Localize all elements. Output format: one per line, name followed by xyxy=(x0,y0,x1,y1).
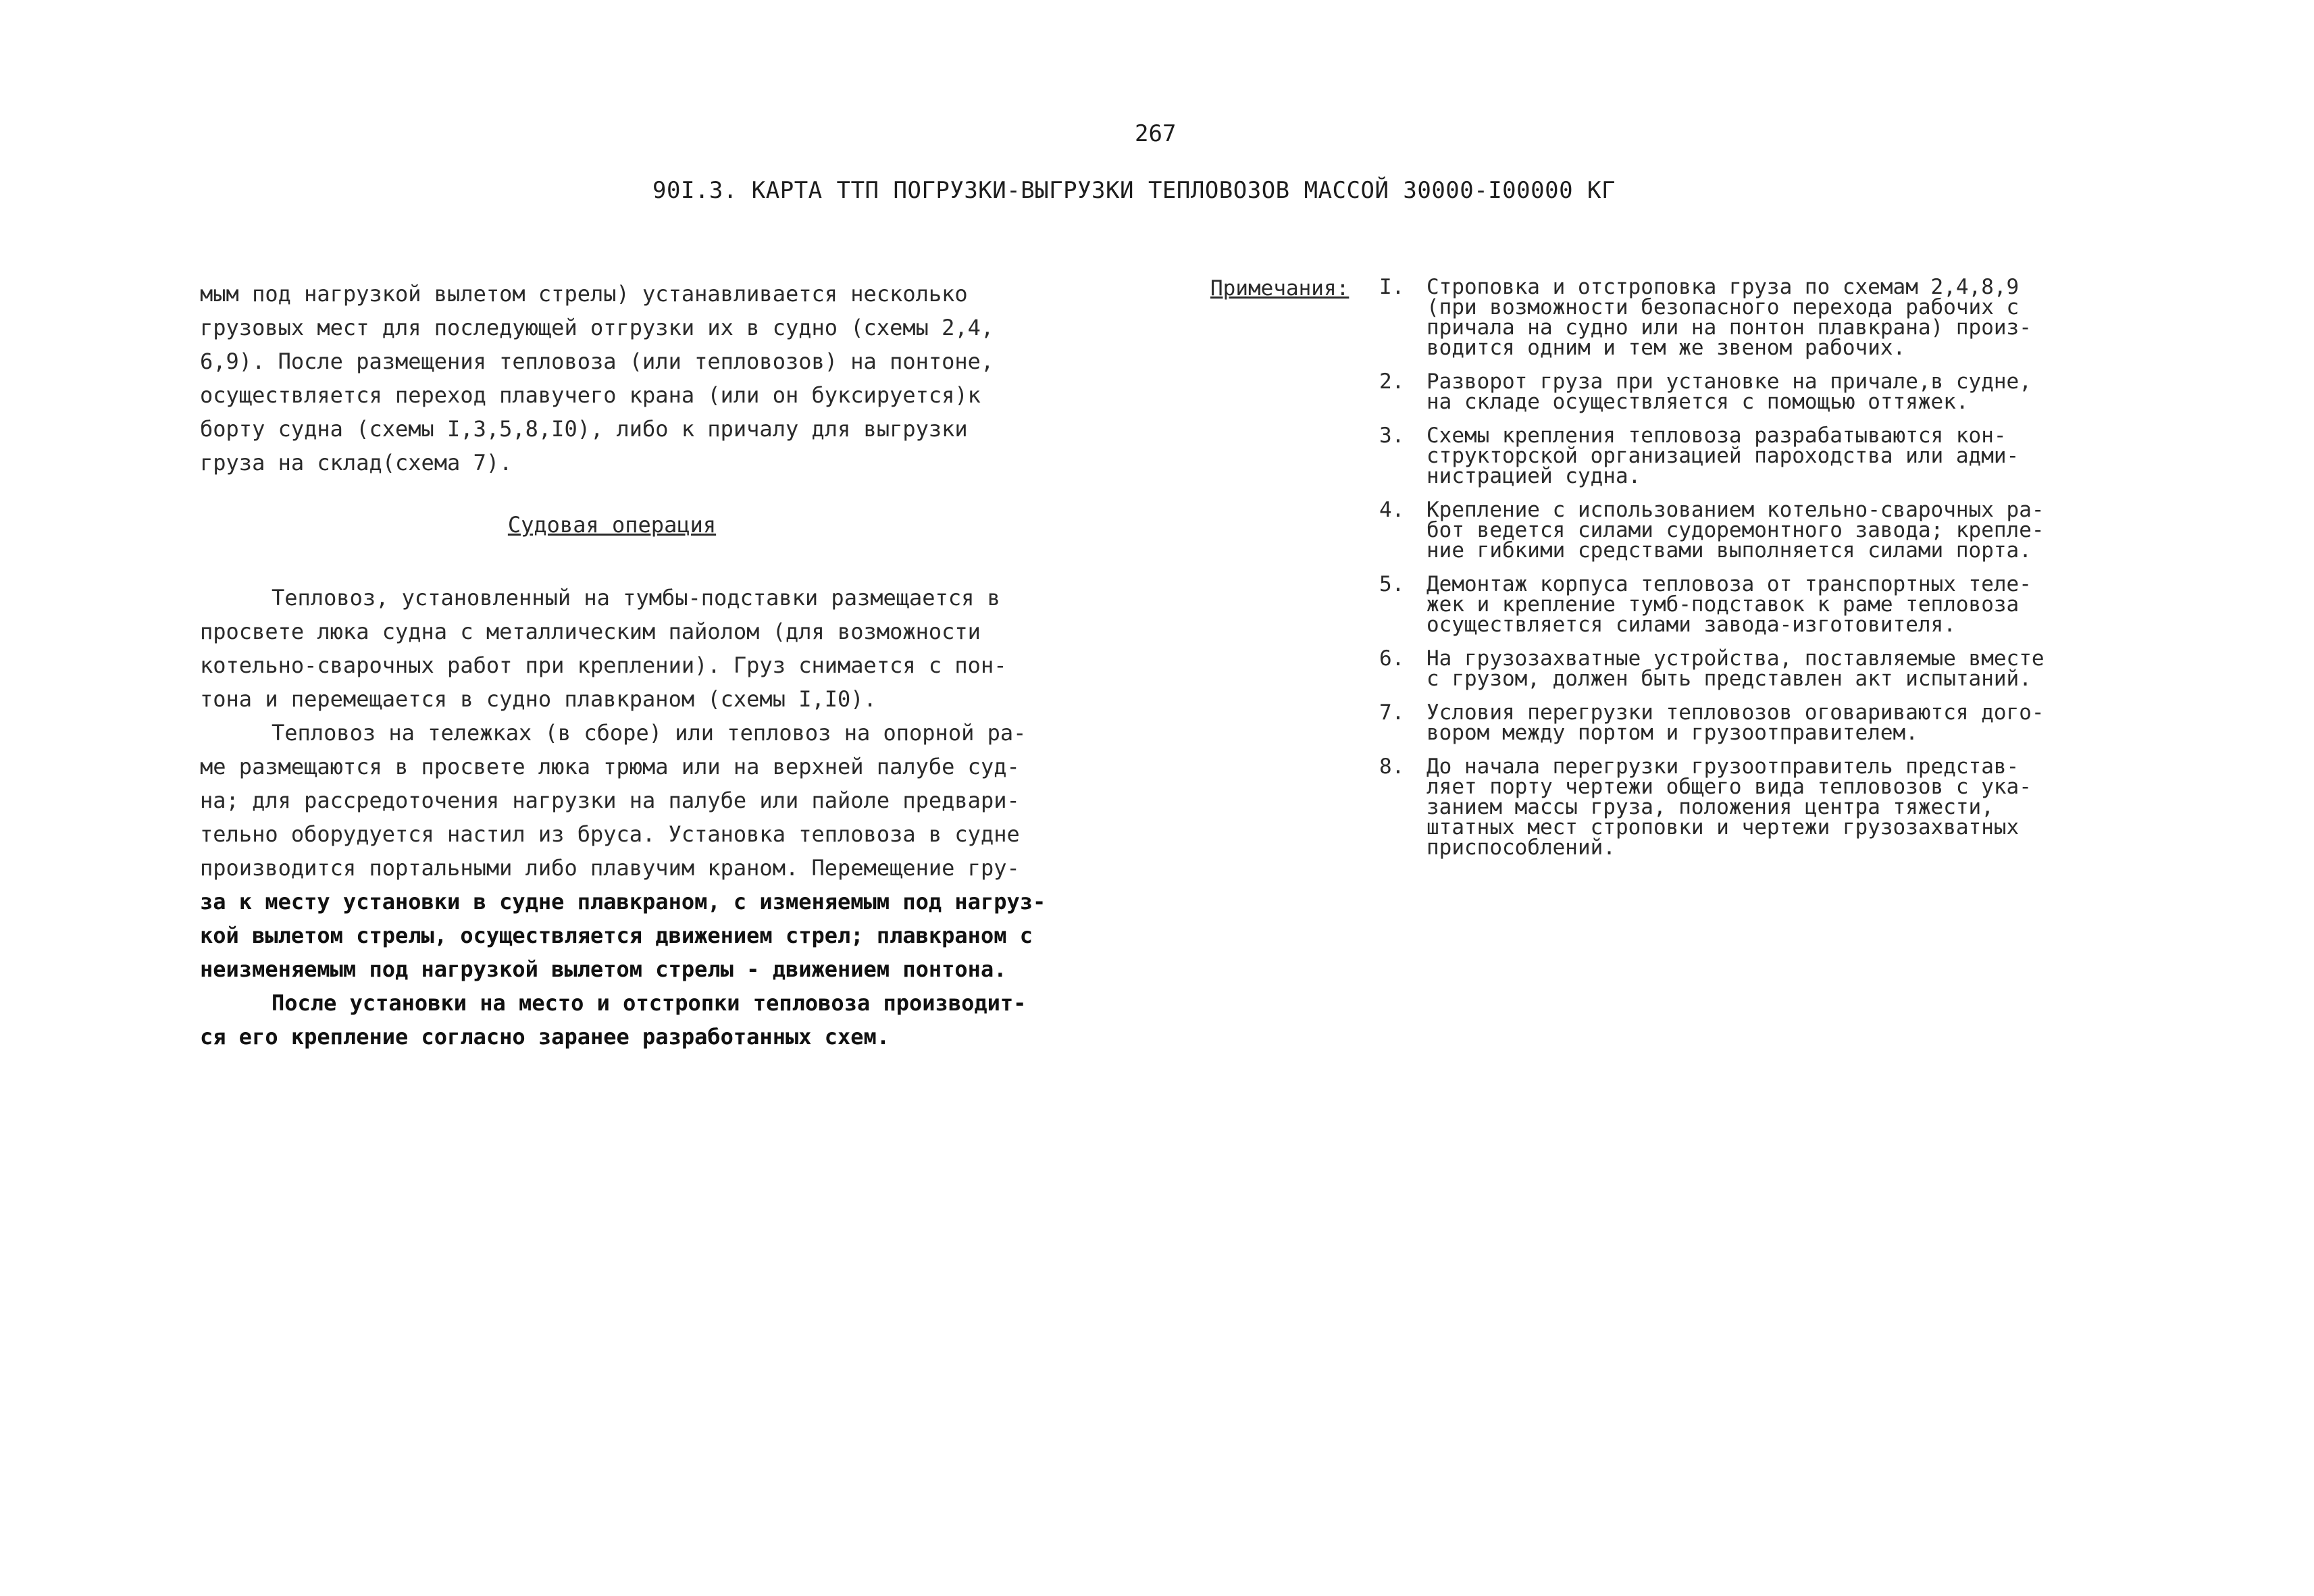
text-line: на; для рассредоточения нагрузки на палубе или пайоле предвари- xyxy=(200,788,1020,813)
text-line: мым под нагрузкой вылетом стрелы) устанавливается несколько xyxy=(200,281,968,307)
text-line: 6,9). После размещения тепловоза (или тепловозов) на понтоне, xyxy=(200,349,994,374)
text-line: ся его крепление согласно заранее разработанных схем. xyxy=(200,1024,890,1050)
note-item xyxy=(1210,277,2169,358)
note-line: бот ведется силами судоремонтного завода; крепле- xyxy=(1426,518,2045,542)
paragraph-ship-operation xyxy=(200,581,1105,716)
note-number: I. xyxy=(1379,275,1405,299)
note-line: водится одним и тем же звеном рабочих. xyxy=(1426,336,1906,360)
note-number: 5. xyxy=(1379,572,1405,596)
note-line: Крепление с использованием котельно-сварочных ра- xyxy=(1426,498,2045,522)
notes-heading: Примечания: xyxy=(1210,276,1349,301)
paragraph-placement xyxy=(200,716,1105,986)
note-number: 7. xyxy=(1379,700,1405,725)
text-line: неизменяемым под нагрузкой вылетом стрелы - движением понтона. xyxy=(200,956,1007,982)
document-title: 90I.3. КАРТА ТТП ПОГРУЗКИ-ВЫГРУЗКИ ТЕПЛОВОЗОВ МАССОЙ 30000-I00000 КГ xyxy=(652,177,1616,204)
note-number: 4. xyxy=(1379,498,1405,522)
note-line: ние гибкими средствами выполняется силами порта. xyxy=(1426,538,2032,563)
note-item xyxy=(1210,756,2169,858)
page-number: 267 xyxy=(1135,120,1177,147)
note-line: Схемы крепления тепловоза разрабатываются кон- xyxy=(1426,423,2007,448)
text-line: просвете люка судна с металлическим пайолом (для возможности xyxy=(200,619,981,644)
note-line: приспособлений. xyxy=(1426,835,1616,860)
note-item xyxy=(1210,371,2169,412)
text-line: груза на склад(схема 7). xyxy=(200,450,513,475)
note-line: ляет порту чертежи общего вида тепловозов с ука- xyxy=(1426,775,2032,799)
note-line: с грузом, должен быть представлен акт испытаний. xyxy=(1426,667,2032,691)
paragraph-fastening xyxy=(200,986,1105,1054)
note-number: 6. xyxy=(1379,646,1405,671)
note-line: Разворот груза при установке на причале,в судне, xyxy=(1426,369,2032,394)
text-line: борту судна (схемы I,3,5,8,I0), либо к причалу для выгрузки xyxy=(200,416,968,442)
note-line: жек и крепление тумб-подставок к раме тепловоза xyxy=(1426,592,2020,617)
text-line: ме размещаются в просвете люка трюма или на верхней палубе суд- xyxy=(200,754,1020,779)
left-column xyxy=(200,277,1105,1054)
note-line: Строповка и отстроповка груза по схемам 2,4,8,9 xyxy=(1426,275,2020,299)
text-line: кой вылетом стрелы, осуществляется движением стрел; плавкраном с xyxy=(200,923,1033,948)
text-line: осуществляется переход плавучего крана (или он буксируется)к xyxy=(200,382,981,408)
note-number: 8. xyxy=(1379,754,1405,779)
text-line: котельно-сварочных работ при креплении). Груз снимается с пон- xyxy=(200,652,1007,678)
note-line: Демонтаж корпуса тепловоза от транспортных теле- xyxy=(1426,572,2032,596)
note-line: вором между портом и грузоотправителем. xyxy=(1426,721,1918,745)
note-item xyxy=(1210,648,2169,689)
note-number: 3. xyxy=(1379,423,1405,448)
note-line: На грузозахватные устройства, поставляемые вместе xyxy=(1426,646,2045,671)
note-item xyxy=(1210,500,2169,561)
notes-section xyxy=(1210,277,2169,871)
paragraph-continuation xyxy=(200,277,1105,480)
note-number: 2. xyxy=(1379,369,1405,394)
note-line: занием массы груза, положения центра тяжести, xyxy=(1426,795,1994,819)
text-line: грузовых мест для последующей отгрузки их в судно (схемы 2,4, xyxy=(200,315,994,340)
section-heading: Судовая операция xyxy=(507,512,717,538)
note-item xyxy=(1210,574,2169,635)
note-line: До начала перегрузки грузоотправитель представ- xyxy=(1426,754,2020,779)
text-line: После установки на место и отстропки тепловоза производит- xyxy=(272,990,1027,1016)
note-item xyxy=(1210,702,2169,743)
note-line: (при возможности безопасного перехода рабочих с xyxy=(1426,295,2020,319)
text-line: Тепловоз, установленный на тумбы-подставки размещается в xyxy=(272,585,1000,611)
note-line: на складе осуществляется с помощью оттяжек. xyxy=(1426,390,1969,414)
note-item xyxy=(1210,423,2169,488)
note-line: штатных мест строповки и чертежи грузозахватных xyxy=(1426,815,2020,840)
note-line: нистрацией судна. xyxy=(1426,464,1641,488)
note-line: структорской организацией пароходства или адми- xyxy=(1426,444,2020,468)
note-line: осуществляется силами завода-изготовителя. xyxy=(1426,613,1956,637)
note-line: Условия перегрузки тепловозов оговариваются дого- xyxy=(1426,700,2045,725)
text-line: тона и перемещается в судно плавкраном (схемы I,I0). xyxy=(200,686,877,712)
text-line: Тепловоз на тележках (в сборе) или тепловоз на опорной ра- xyxy=(272,720,1027,746)
text-line: производится портальными либо плавучим краном. Перемещение гру- xyxy=(200,855,1020,881)
text-line: тельно оборудуется настил из бруса. Установка тепловоза в судне xyxy=(200,821,1020,847)
note-line: причала на судно или на понтон плавкрана) произ- xyxy=(1426,315,2032,340)
text-line: за к месту установки в судне плавкраном, с изменяемым под нагруз- xyxy=(200,889,1046,915)
